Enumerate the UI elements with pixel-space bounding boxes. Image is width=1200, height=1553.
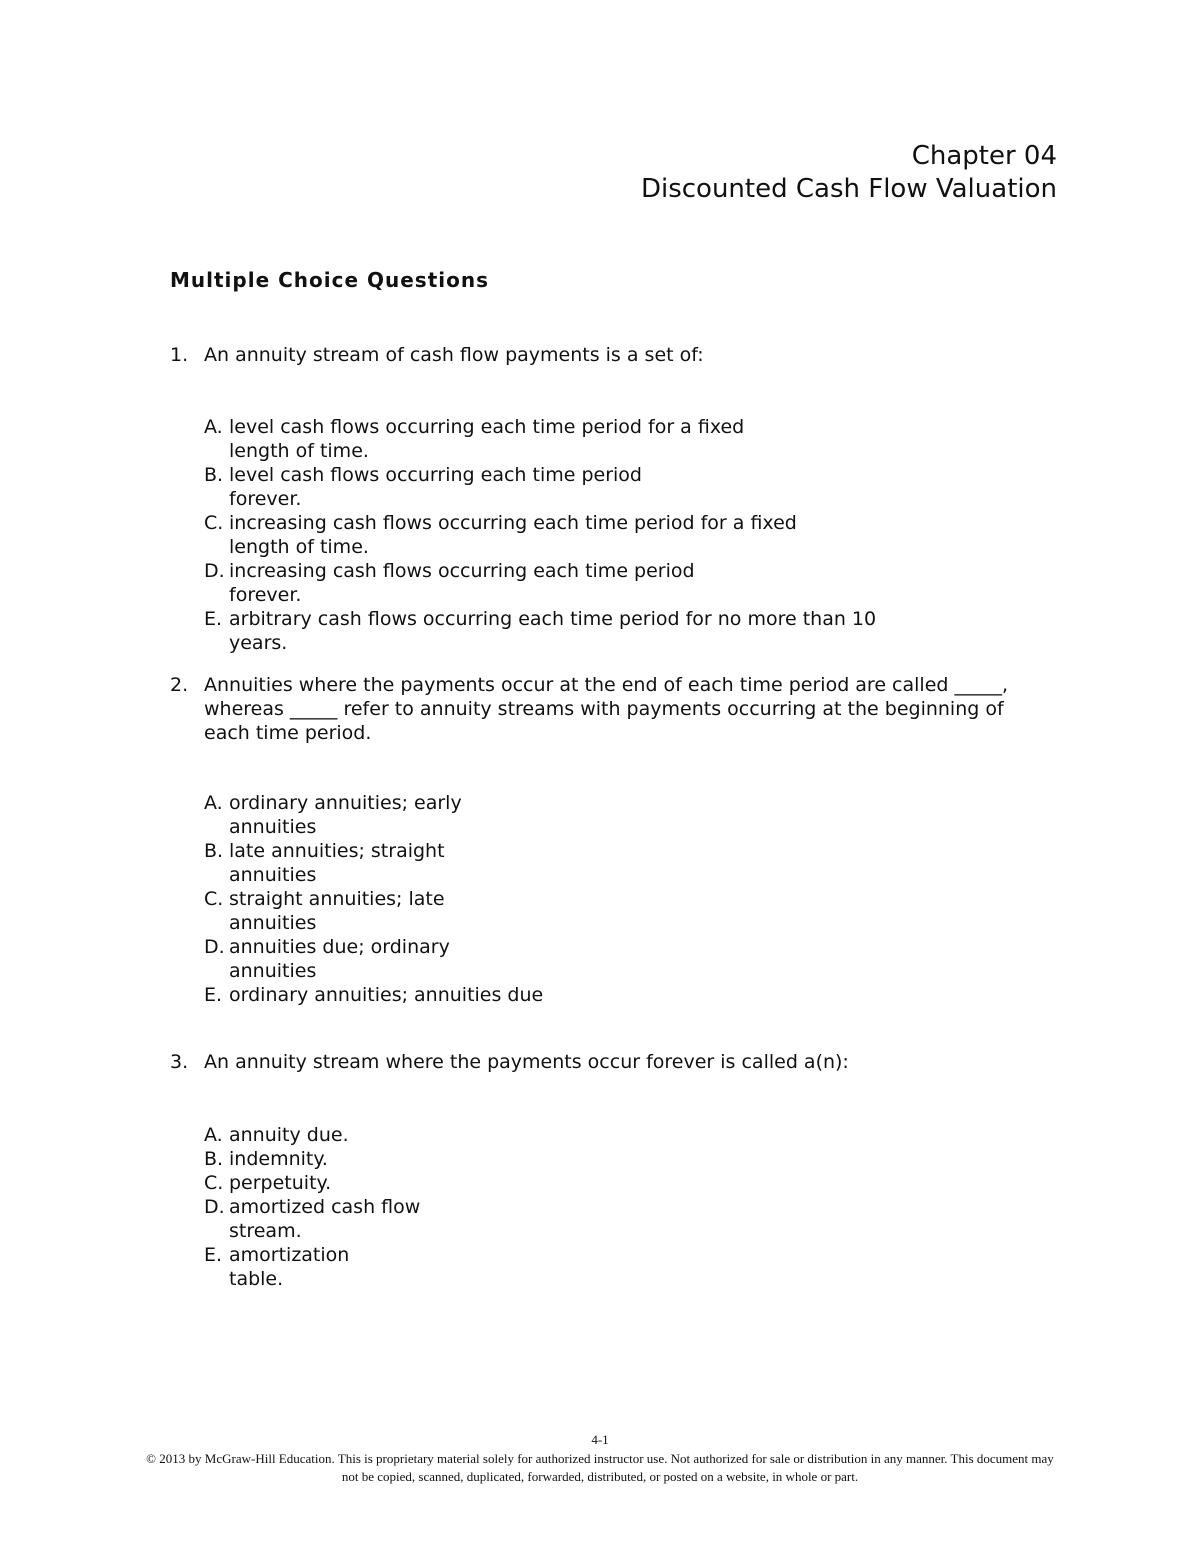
option-e	[204, 607, 879, 655]
chapter-header	[641, 140, 1057, 206]
option-letter: D.	[204, 560, 225, 582]
option-c	[204, 511, 829, 559]
chapter-title: Discounted Cash Flow Valuation	[640, 174, 1057, 204]
option-letter: A.	[204, 1124, 223, 1146]
section-title: Multiple Choice Questions	[170, 268, 490, 292]
option-letter: B.	[204, 840, 224, 862]
option-letter: D.	[204, 1196, 225, 1218]
option-a	[204, 415, 769, 463]
option-letter: C.	[204, 888, 224, 910]
option-text: ordinary annuities; annuities due	[229, 984, 544, 1006]
question-text: Annuities where the payments occur at the end of each time period are called _____, whereas _____ refer to annuity streams with payments occurring at the beginning of each time period.	[204, 674, 1009, 744]
option-text: increasing cash flows occurring each time period for a fixed length of time.	[229, 512, 797, 558]
page-number: 4-1	[591, 1432, 609, 1447]
option-letter: D.	[204, 936, 225, 958]
question-number: 3.	[170, 1051, 189, 1073]
option-letter: E.	[204, 1244, 223, 1266]
option-b	[204, 463, 669, 511]
chapter-number: Chapter 04	[911, 141, 1057, 171]
option-text: ordinary annuities; early annuities	[229, 792, 462, 838]
question-2-options	[204, 791, 544, 1007]
option-text: level cash flows occurring each time period forever.	[229, 464, 642, 510]
option-e	[204, 983, 544, 1007]
option-text: late annuities; straight annuities	[229, 840, 445, 886]
question-3-options	[204, 1123, 459, 1291]
question-1-options	[204, 415, 877, 655]
option-letter: C.	[204, 512, 224, 534]
option-d	[204, 935, 489, 983]
question-number: 1.	[170, 344, 189, 366]
option-text: increasing cash flows occurring each time period forever.	[229, 560, 695, 606]
option-text: straight annuities; late annuities	[229, 888, 445, 934]
option-c	[204, 1171, 354, 1195]
question-number: 2.	[170, 674, 189, 696]
option-letter: E.	[204, 984, 223, 1006]
question-3	[170, 1050, 1050, 1074]
option-text: annuities due; ordinary annuities	[229, 936, 450, 982]
option-text: arbitrary cash flows occurring each time period for no more than 10 years.	[229, 608, 877, 654]
option-letter: A.	[204, 792, 223, 814]
option-text: perpetuity.	[229, 1172, 332, 1194]
option-a	[204, 1123, 354, 1147]
option-text: amortization table.	[229, 1244, 350, 1290]
option-letter: E.	[204, 608, 223, 630]
copyright-notice: © 2013 by McGraw-Hill Education. This is proprietary material solely for authorized instructor use. Not authorized for sale or distribution in any manner. This document may not be copied, scanned, duplicated, forwarded, distributed, or posted on a website, in whole or part.	[146, 1451, 1054, 1484]
option-b	[204, 839, 489, 887]
option-e	[204, 1243, 389, 1291]
question-2	[170, 673, 1050, 745]
option-letter: C.	[204, 1172, 224, 1194]
option-text: annuity due.	[229, 1124, 349, 1146]
option-text: level cash flows occurring each time period for a fixed length of time.	[229, 416, 745, 462]
option-letter: B.	[204, 464, 224, 486]
option-d	[204, 559, 724, 607]
question-1	[170, 343, 1050, 367]
option-text: indemnity.	[229, 1148, 328, 1170]
option-d	[204, 1195, 459, 1243]
question-text: An annuity stream where the payments occur forever is called a(n):	[204, 1051, 849, 1073]
question-text: An annuity stream of cash flow payments is a set of:	[204, 344, 704, 366]
option-text: amortized cash flow stream.	[229, 1196, 421, 1242]
option-c	[204, 887, 489, 935]
option-letter: A.	[204, 416, 223, 438]
option-b	[204, 1147, 354, 1171]
option-a	[204, 791, 489, 839]
option-letter: B.	[204, 1148, 224, 1170]
